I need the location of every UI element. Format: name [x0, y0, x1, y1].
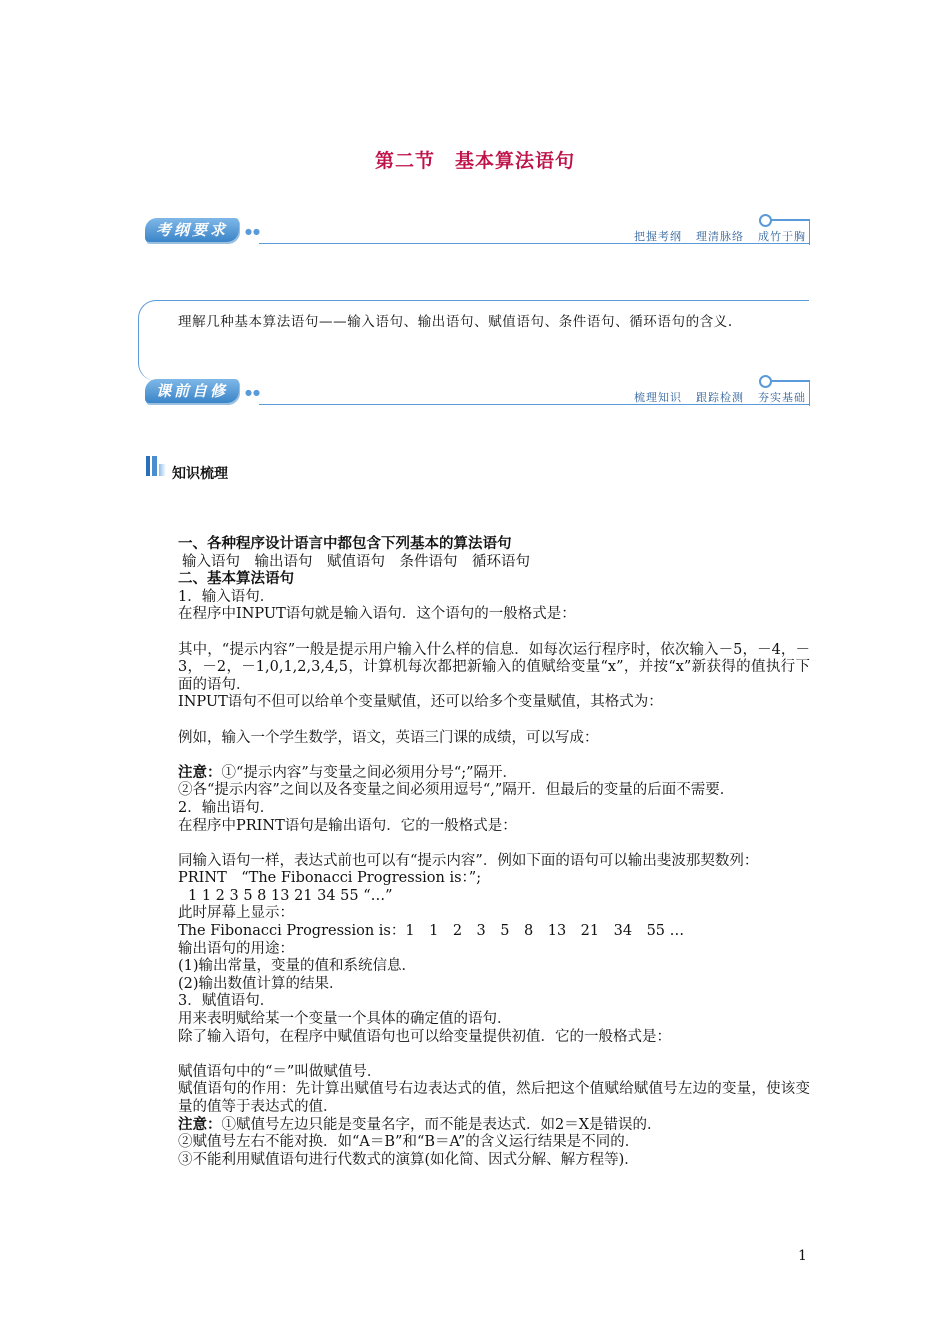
paragraph: 赋值语句的作用：先计算出赋值号右边表达式的值，然后把这个值赋给赋值号左边的变量，使该变量的值等于表达式的值． — [178, 1081, 810, 1115]
note-label: 注意： — [178, 764, 222, 781]
banner-tag: 梳理知识 — [634, 391, 682, 404]
paragraph: 用来表明赋给某一个变量一个具体的确定值的语句． — [178, 1011, 512, 1028]
paragraph: 除了输入语句，在程序中赋值语句也可以给变量提供初值．它的一般格式是： — [178, 1028, 671, 1045]
heading-1: 一、各种程序设计语言中都包含下列基本的算法语句 — [178, 536, 512, 552]
banner-exam-requirements — [145, 214, 810, 248]
statement-list: 输入语句 输出语句 赋值语句 条件语句 循环语句 — [182, 553, 530, 570]
note-item: ①“提示内容”与变量之间必须用分号“;”隔开． — [221, 764, 518, 781]
banner-badge: 考纲要求 — [145, 218, 239, 242]
banner-tag: 夯实基础 — [758, 391, 806, 404]
paragraph: 赋值语句中的“＝”叫做赋值号． — [178, 1063, 382, 1080]
paragraph: 其中，“提示内容”一般是提示用户输入什么样的信息．如每次运行程序时，依次输入－5，－4，－3，－2，－1,0,1,2,3,4,5，计算机每次都把新输入的值赋给变量“x”，并按“x”新获得的值执行下面的语句． — [178, 641, 810, 693]
paragraph: 例如，输入一个学生数学，语文，英语三门课的成绩，可以写成： — [178, 729, 599, 746]
dots-icon: ●● — [245, 388, 261, 397]
note-label: 注意： — [178, 1116, 222, 1133]
section-label: 知识梳理 — [172, 466, 228, 482]
requirement-text: 理解几种基本算法语句——输入语句、输出语句、赋值语句、条件语句、循环语句的含义. — [178, 314, 733, 330]
paragraph: 在程序中INPUT语句就是输入语句．这个语句的一般格式是： — [178, 606, 576, 623]
circle-icon — [759, 375, 772, 388]
code-line: 1 1 2 3 5 8 13 21 34 55 “…” — [188, 887, 393, 904]
document-body — [146, 536, 810, 1169]
banner-preview-study — [145, 375, 810, 409]
note-item: ③不能利用赋值语句进行代数式的演算(如化简、因式分解、解方程等)． — [178, 1151, 639, 1168]
banner-tag: 成竹于胸 — [758, 230, 806, 243]
section-bars-icon — [146, 456, 166, 478]
paragraph: 此时屏幕上显示： — [178, 905, 294, 922]
list-item: (1)输出常量，变量的值和系统信息． — [178, 958, 417, 975]
banner-tag: 跟踪检测 — [696, 391, 744, 404]
banner-tag: 理清脉络 — [696, 230, 744, 243]
page-title: 第二节 基本算法语句 — [374, 150, 575, 172]
paragraph: 同输入语句一样，表达式前也可以有“提示内容”．例如下面的语句可以输出斐波那契数列： — [178, 852, 759, 869]
paragraph: INPUT语句不但可以给单个变量赋值，还可以给多个变量赋值，其格式为： — [178, 694, 663, 711]
heading-2: 二、基本算法语句 — [178, 571, 294, 588]
subheading-output: 2．输出语句． — [178, 799, 275, 816]
subheading-input: 1．输入语句． — [178, 588, 275, 605]
note-item: ②各“提示内容”之间以及各变量之间必须用逗号“,”隔开．但最后的变量的后面不需要． — [178, 782, 735, 799]
dots-icon: ●● — [245, 227, 261, 236]
paragraph: 输出语句的用途： — [178, 940, 294, 957]
banner-tags — [620, 389, 806, 405]
note-item: ②赋值号左右不能对换．如“A＝B”和“B＝A”的含义运行结果是不同的． — [178, 1134, 640, 1151]
screen-output: The Fibonacci Progression is：1 1 2 3 5 8 13 21 34 55 … — [178, 923, 685, 940]
paragraph: 在程序中PRINT语句是输出语句．它的一般格式是： — [178, 817, 517, 834]
circle-icon — [759, 214, 772, 227]
note-item: ①赋值号左边只能是变量名字，而不能是表达式．如2＝X是错误的． — [221, 1116, 662, 1133]
code-line: PRINT “The Fibonacci Progression is：”; — [178, 870, 482, 887]
banner-tag: 把握考纲 — [634, 230, 682, 243]
banner-badge: 课前自修 — [145, 379, 239, 403]
list-item: (2)输出数值计算的结果． — [178, 975, 344, 992]
subheading-assignment: 3．赋值语句． — [178, 993, 275, 1010]
page-number: 1 — [798, 1248, 807, 1264]
banner-tags — [620, 228, 806, 244]
